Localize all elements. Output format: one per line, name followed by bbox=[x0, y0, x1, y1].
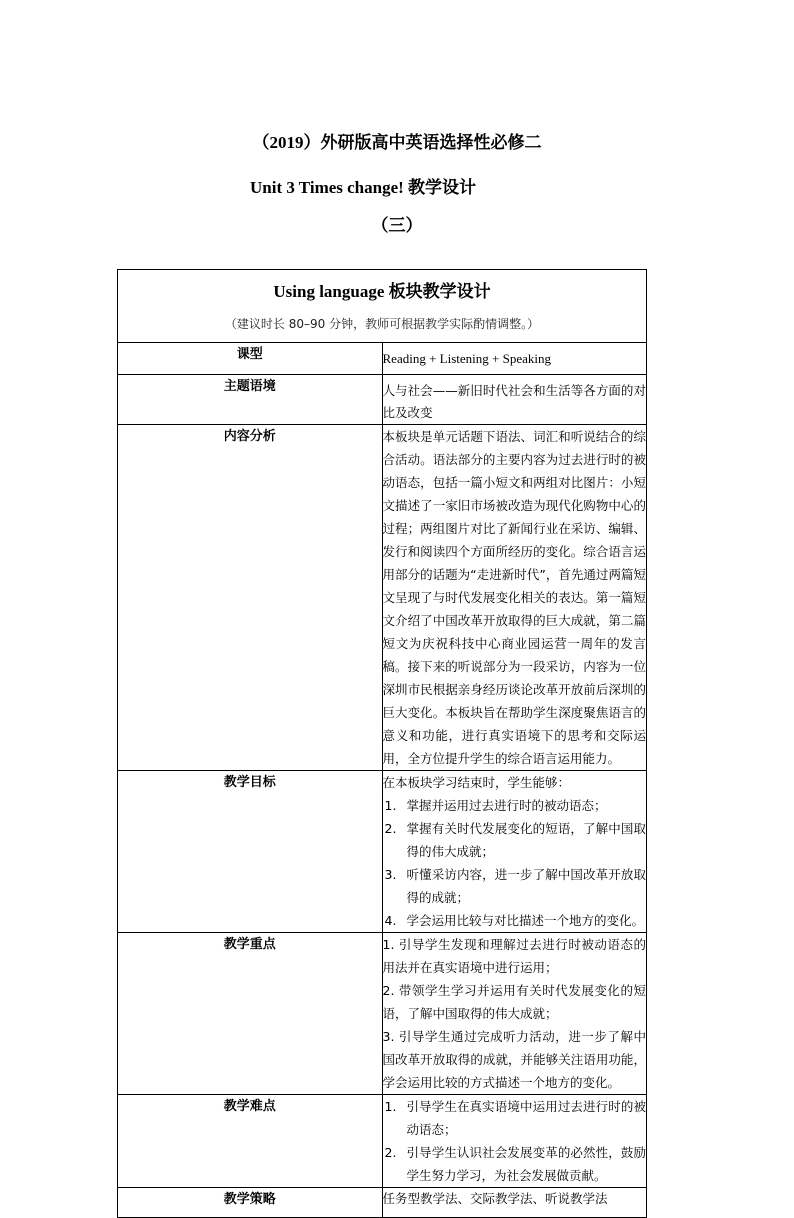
row-label-objectives: 教学目标 bbox=[118, 771, 383, 933]
focus-cell bbox=[382, 933, 647, 1095]
row-label-strategy: 教学策略 bbox=[118, 1188, 383, 1218]
difficulties-list bbox=[383, 1095, 647, 1187]
table-header-cell bbox=[118, 270, 647, 343]
list-item: 1. 引导学生在真实语境中运用过去进行时的被动语态； bbox=[384, 1099, 646, 1137]
duration-note: （建议时长 80–90 分钟，教师可根据教学实际酌情调整。） bbox=[224, 317, 540, 331]
list-item: 1. 引导学生发现和理解过去进行时被动语态的用法并在真实语境中进行运用； bbox=[382, 937, 646, 975]
table-title: Using language 板块教学设计 bbox=[273, 282, 491, 301]
theme-value: 人与社会——新旧时代社会和生活等各方面的对比及改变 bbox=[382, 375, 647, 425]
table-row bbox=[118, 1188, 647, 1218]
row-label-analysis: 内容分析 bbox=[118, 425, 383, 771]
row-label-difficulties: 教学难点 bbox=[118, 1095, 383, 1188]
difficulties-cell bbox=[382, 1095, 647, 1188]
lesson-type-value: Reading + Listening + Speaking bbox=[382, 343, 647, 375]
lesson-plan-table bbox=[117, 269, 647, 1218]
objectives-list bbox=[383, 794, 647, 932]
list-item: 3. 听懂采访内容，进一步了解中国改革开放取得的成就； bbox=[384, 867, 646, 905]
unit-title: Unit 3 Times change! 教学设计 bbox=[250, 178, 477, 197]
list-item: 4. 学会运用比较与对比描述一个地方的变化。 bbox=[384, 913, 645, 928]
table-row bbox=[118, 343, 647, 375]
strategy-value: 任务型教学法、交际教学法、听说教学法 bbox=[382, 1188, 647, 1218]
table-row bbox=[118, 1095, 647, 1188]
list-item: 2. 掌握有关时代发展变化的短语，了解中国取得的伟大成就； bbox=[384, 821, 646, 859]
table-row bbox=[118, 933, 647, 1095]
objectives-intro: 在本板块学习结束时，学生能够： bbox=[382, 775, 571, 790]
list-item: 2. 带领学生学习并运用有关时代发展变化的短语，了解中国取得的伟大成就； bbox=[382, 983, 646, 1021]
table-row bbox=[118, 425, 647, 771]
table-row bbox=[118, 771, 647, 933]
document-title: （2019）外研版高中英语选择性必修二 bbox=[252, 133, 542, 152]
list-item: 2. 引导学生认识社会发展变革的必然性，鼓励学生努力学习，为社会发展做贡献。 bbox=[384, 1145, 646, 1183]
table-row bbox=[118, 375, 647, 425]
table-header-row bbox=[118, 270, 647, 343]
row-label-focus: 教学重点 bbox=[118, 933, 383, 1095]
part-number: （三） bbox=[371, 216, 423, 235]
content-analysis-text: 本板块是单元话题下语法、词汇和听说结合的综合活动。语法部分的主要内容为过去进行时的被动语态，包括一篇小短文和两组对比图片：小短文描述了一家旧市场被改造为现代化购物中心的过程；两组图片对比了新闻行业在采访、编辑、发行和阅读四个方面所经历的变化。综合语言运用部分的话题为“走进新时代”，首先通过两篇短文呈现了与时代发展变化相关的表达。第一篇短文介绍了中国改革开放取得的巨大成就，第二篇短文为庆祝科技中心商业园运营一周年的发言稿。接下来的听说部分为一段采访，内容为一位深圳市民根据亲身经历谈论改革开放前后深圳的巨大变化。本板块旨在帮助学生深度聚焦语言的意义和功能，进行真实语境下的思考和交际运用，全方位提升学生的综合语言运用能力。 bbox=[382, 425, 647, 771]
row-label-theme: 主题语境 bbox=[118, 375, 383, 425]
list-item: 3. 引导学生通过完成听力活动，进一步了解中国改革开放取得的成就，并能够关注语用功能，学会运用比较的方式描述一个地方的变化。 bbox=[382, 1029, 646, 1090]
list-item: 1. 掌握并运用过去进行时的被动语态； bbox=[384, 798, 607, 813]
objectives-cell bbox=[382, 771, 647, 933]
row-label-type: 课型 bbox=[118, 343, 383, 375]
